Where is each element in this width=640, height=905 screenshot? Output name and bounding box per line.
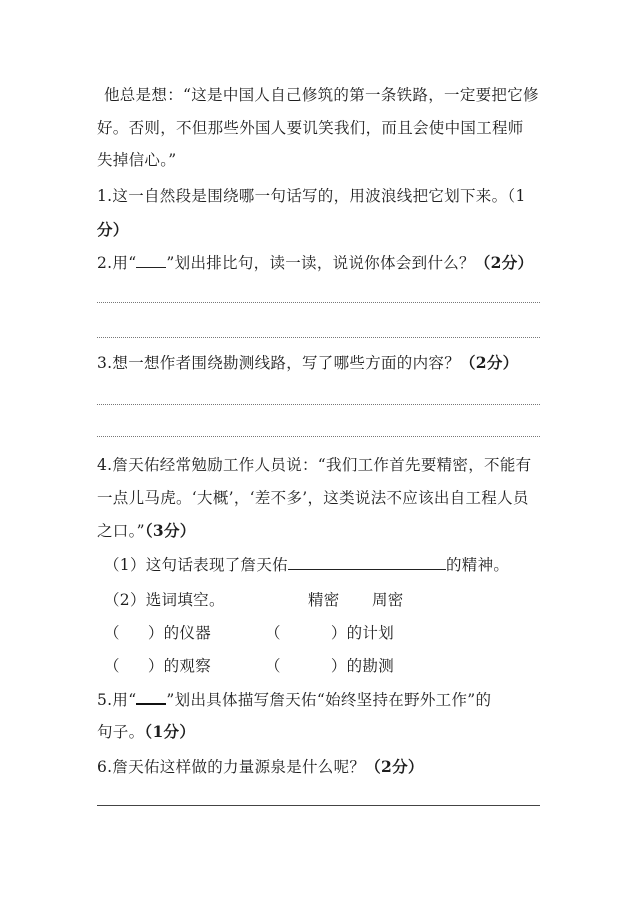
sub-1-prefix: （1）这句话表现了詹天佑 [104, 556, 288, 574]
sub-1-suffix: 的精神。 [445, 556, 510, 574]
question-5 [97, 689, 491, 710]
paren-open: （ [104, 624, 120, 642]
question-3-text: 3.想一想作者围绕勘测线路，写了哪些方面的内容？ [97, 354, 460, 372]
fill-item[interactable] [265, 623, 394, 643]
paren-close: ） [147, 624, 164, 642]
paren-close: ） [147, 657, 164, 675]
question-2-text: ”划出排比句，读一读，说说你体会到什么？ [166, 254, 475, 272]
underline-marker [136, 689, 166, 705]
question-4-line-1: 4.詹天佑经常勉励工作人员说：“我们工作首先要精密，不能有 [97, 456, 532, 474]
question-5-text: ”划出具体描写詹天佑“始终坚持在野外工作”的 [166, 691, 492, 709]
paren-close: ） [330, 624, 347, 642]
question-5-score: （1分） [144, 722, 196, 741]
answer-line[interactable] [97, 302, 540, 303]
fill-blank[interactable] [288, 555, 446, 570]
fill-phrase: 的勘测 [346, 657, 395, 675]
answer-line[interactable] [97, 805, 540, 806]
fill-phrase: 的观察 [163, 657, 212, 675]
passage-line-3: 失掉信心。” [97, 151, 177, 169]
question-2-prefix: 2.用“ [97, 254, 137, 272]
passage-line-2: 好。否则，不但那些外国人要讥笑我们，而且会使中国工程师 [97, 119, 524, 137]
paren-open: （ [265, 657, 281, 675]
question-4-line-3 [97, 521, 196, 541]
word-option-1: 精密 [308, 591, 340, 609]
question-5-line-2 [97, 722, 195, 742]
question-4-sub-1 [104, 555, 509, 575]
question-4-sub-2: （2）选词填空。 [104, 591, 225, 609]
question-4-text: 之口。” [97, 522, 145, 540]
fill-phrase: 的计划 [346, 624, 395, 642]
paren-open: （ [265, 624, 281, 642]
question-5-tail: 句子。 [97, 723, 145, 741]
question-4-score: （3分） [144, 521, 196, 540]
word-option-2: 周密 [372, 591, 404, 609]
underline-marker [136, 253, 166, 268]
fill-item[interactable] [104, 656, 211, 676]
fill-item[interactable] [265, 656, 394, 676]
paren-open: （ [104, 657, 120, 675]
fill-item[interactable] [104, 623, 211, 643]
fill-phrase: 的仪器 [163, 624, 212, 642]
answer-line[interactable] [97, 337, 540, 338]
question-2-score: （2分） [474, 253, 534, 272]
paren-close: ） [330, 657, 347, 675]
question-6 [97, 757, 424, 777]
question-6-score: （2分） [365, 757, 424, 776]
question-2 [97, 253, 533, 273]
question-5-prefix: 5.用“ [97, 691, 137, 709]
answer-line[interactable] [97, 404, 540, 405]
question-1-score: 分） [97, 220, 129, 239]
passage-line-1: 他总是想：“这是中国人自己修筑的第一条铁路，一定要把它修 [104, 86, 539, 104]
question-1: 1.这一自然段是围绕哪一句话写的，用波浪线把它划下来。（1 [97, 187, 526, 205]
question-3-score: （2分） [460, 353, 519, 372]
question-6-text: 6.詹天佑这样做的力量源泉是什么呢？ [97, 758, 366, 776]
answer-line[interactable] [97, 436, 540, 437]
question-3 [97, 353, 519, 373]
question-4-line-2: 一点儿马虎。‘大概’，‘差不多’，这类说法不应该出自工程人员 [97, 489, 529, 507]
